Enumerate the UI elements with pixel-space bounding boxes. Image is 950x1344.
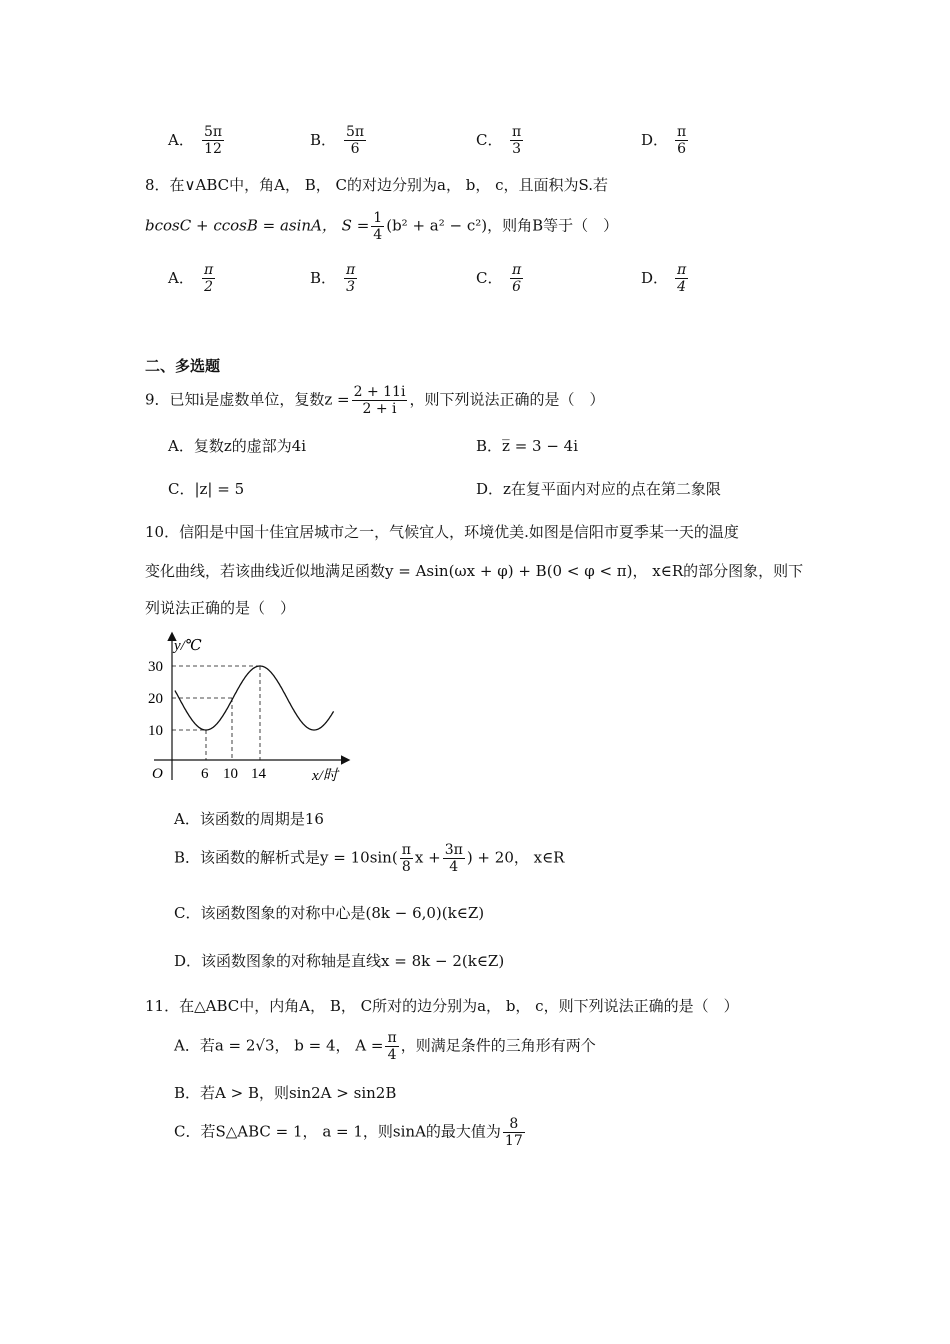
- q8-stem-line2: bcosC + ccosB = asinA， S = $\frac{1}{4}$ (b² + a² − c²)，则角B等于（ ）: [145, 210, 619, 243]
- y-tick-20: 20: [148, 691, 163, 707]
- q11-stem: 11．在△ABC中，内角A， B， C所对的边分别为a， b， c，则下列说法正确的是（ ）: [145, 997, 739, 1015]
- q10-option-c: C．该函数图象的对称中心是(8k − 6,0)(k∈Z): [174, 904, 485, 922]
- q10-option-b: B．该函数的解析式是y = 10sin( $\frac{\pi}{8}$ x + $\frac{3\pi}{4}$ ) + 20， x∈R: [174, 842, 565, 875]
- q7-option-c: C． $\frac{\pi}{3}$: [476, 124, 522, 157]
- q9-option-a: A．复数z的虚部为4i: [168, 437, 307, 455]
- fraction: $\frac{1}{4}$: [373, 210, 383, 243]
- x-tick-6: 6: [201, 766, 209, 782]
- origin-label: O: [152, 766, 163, 782]
- fraction: $\frac{\pi}{8}$: [401, 842, 411, 875]
- fraction: $\frac{\pi}{4}$: [677, 262, 687, 295]
- x-tick-14: 14: [251, 766, 266, 782]
- q9-option-d: D．z在复平面内对应的点在第二象限: [476, 480, 721, 498]
- fraction: $\frac{5\pi}{12}$: [204, 124, 223, 157]
- temperature-curve: [175, 666, 334, 730]
- q10-stem-line2: 变化曲线，若该曲线近似地满足函数y = Asin(ωx + φ) + B(0 < φ < π)， x∈R的部分图象，则下: [145, 562, 804, 580]
- q10-stem-line1: 10．信阳是中国十佳宜居城市之一，气候宜人，环境优美.如图是信阳市夏季某一天的温度: [145, 523, 739, 541]
- x-tick-10: 10: [223, 766, 238, 782]
- y-axis-label: y/℃: [174, 638, 202, 654]
- q10-option-d: D．该函数图象的对称轴是直线x = 8k − 2(k∈Z): [174, 952, 505, 970]
- q10-stem-line3: 列说法正确的是（ ）: [145, 599, 296, 617]
- q8-option-b: B． $\frac{\pi}{3}$: [310, 262, 356, 295]
- section-heading: 二、多选题: [145, 357, 221, 375]
- fraction: $\frac{3\pi}{4}$: [444, 842, 463, 875]
- fraction: $\frac{\pi}{3}$: [346, 262, 356, 295]
- fraction: $\frac{5\pi}{6}$: [346, 124, 365, 157]
- q10-option-a: A．该函数的周期是16: [174, 810, 324, 828]
- y-tick-30: 30: [148, 659, 163, 675]
- fraction: $\frac{\pi}{4}$: [387, 1030, 397, 1063]
- q7-option-b: B． $\frac{5\pi}{6}$: [310, 124, 365, 157]
- y-tick-10: 10: [148, 723, 163, 739]
- q11-option-a: A．若a = 2√3， b = 4， A = $\frac{\pi}{4}$ ，则满足条件的三角形有两个: [174, 1030, 596, 1063]
- q7-option-a: A． $\frac{5\pi}{12}$: [168, 124, 223, 157]
- fraction: $\frac{\pi}{2}$: [204, 262, 214, 295]
- temperature-graph: [140, 628, 360, 790]
- fraction: $\frac{\pi}{6}$: [512, 262, 522, 295]
- q9-option-b: B．z̅ = 3 − 4i: [476, 437, 579, 455]
- fraction: $\frac{\pi}{6}$: [677, 124, 687, 157]
- q8-option-d: D． $\frac{\pi}{4}$: [641, 262, 687, 295]
- q11-option-c: C．若S△ABC = 1， a = 1，则sinA的最大值为 $\frac{8}{17}$: [174, 1116, 523, 1149]
- x-axis-label: x/时: [312, 768, 338, 784]
- q8-option-c: C． $\frac{\pi}{6}$: [476, 262, 522, 295]
- q9-option-c: C．|z| = 5: [168, 480, 245, 498]
- q9-stem: 9．已知i是虚数单位，复数z = $\frac{2 + 11i}{2 + i}$ ，则下列说法正确的是（ ）: [145, 384, 605, 417]
- q7-option-d: D． $\frac{\pi}{6}$: [641, 124, 687, 157]
- q8-option-a: A． $\frac{\pi}{2}$: [168, 262, 214, 295]
- fraction: $\frac{2 + 11i}{2 + i}$: [353, 384, 406, 417]
- fraction: $\frac{\pi}{3}$: [512, 124, 522, 157]
- fraction: $\frac{8}{17}$: [504, 1116, 523, 1149]
- q11-option-b: B．若A > B，则sin2A > sin2B: [174, 1084, 397, 1102]
- q8-stem-line1: 8．在∨ABC中，角A， B， C的对边分别为a， b， c，且面积为S.若: [145, 176, 608, 194]
